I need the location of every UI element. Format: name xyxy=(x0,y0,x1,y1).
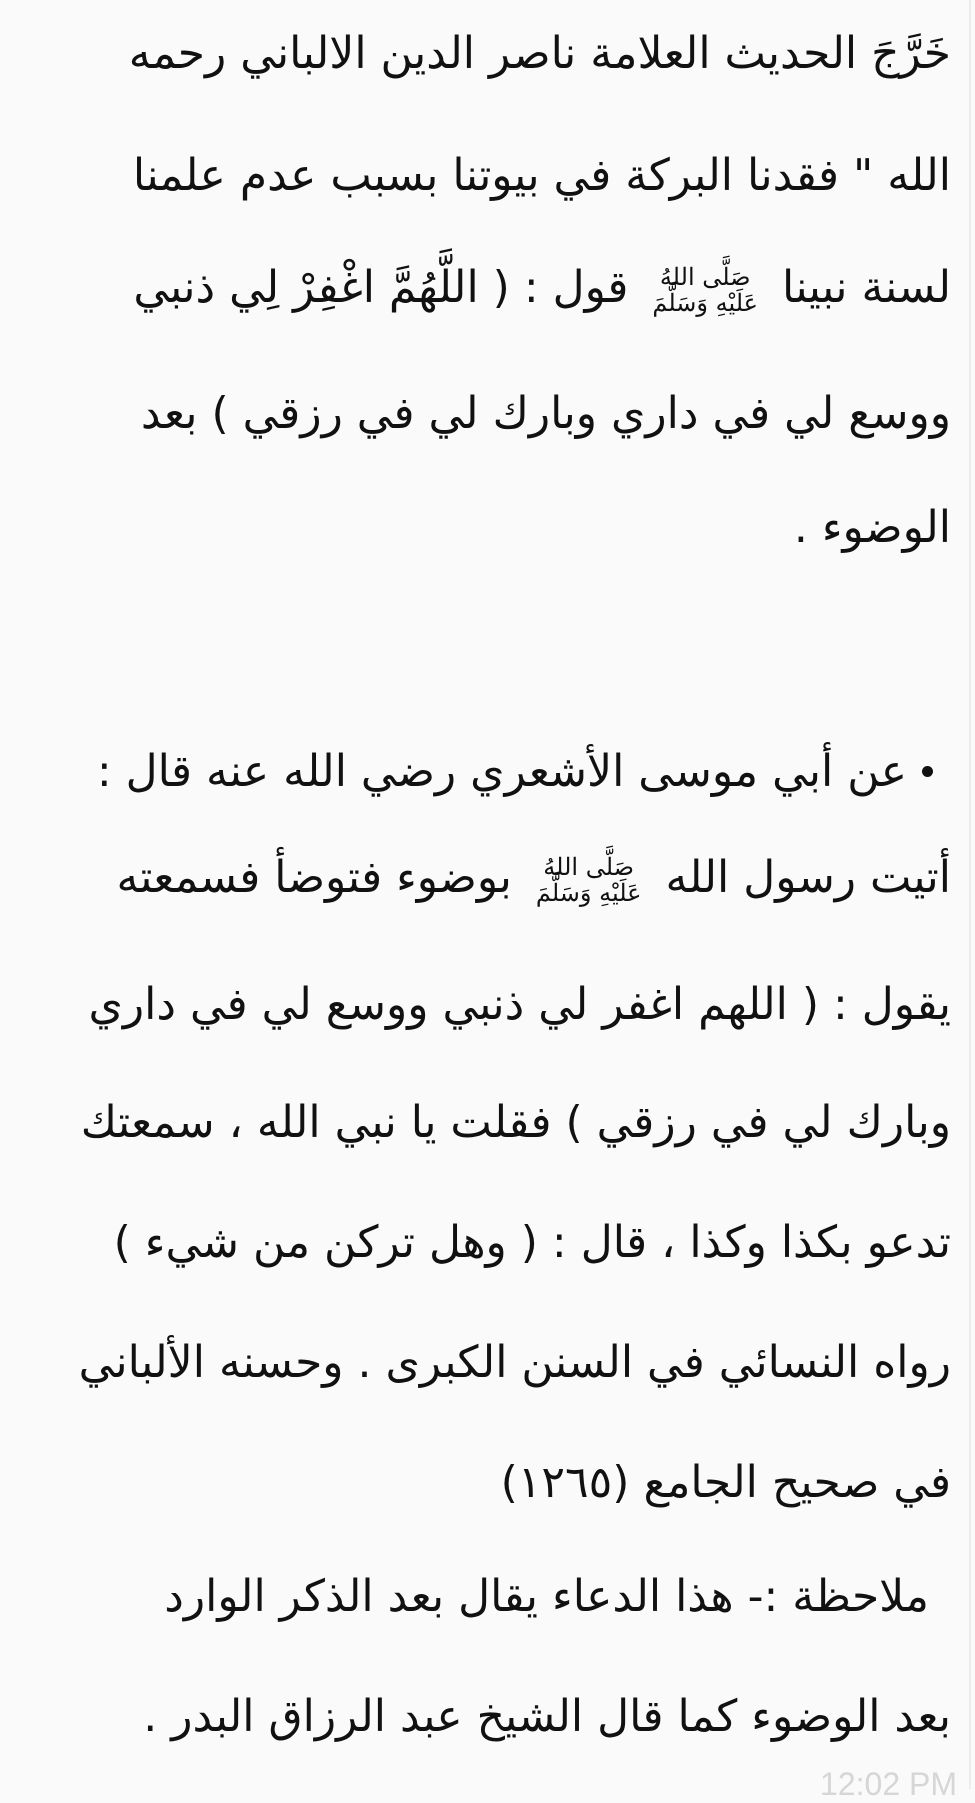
page-edge-divider xyxy=(969,0,971,1789)
text-fragment: بوضوء فتوضأ فسمعته xyxy=(116,852,512,903)
text-line: تدعو بكذا وكذا ، قال : ( وهل تركن من شيء ) xyxy=(113,1217,951,1268)
seal-bottom-text: عَلَيْهِ وَسَلَّمَ xyxy=(652,289,758,317)
text-line: خَرَّجَ الحديث العلامة ناصر الدين الالباني رحمه xyxy=(128,28,951,79)
note-line: بعد الوضوء كما قال الشيخ عبد الرزاق البدر . xyxy=(143,1691,951,1742)
text-line-with-seal xyxy=(14,258,951,318)
text-fragment: أتيت رسول الله xyxy=(665,852,951,903)
text-fragment: لسنة نبينا xyxy=(782,262,951,313)
text-line: عن أبي موسى الأشعري رضي الله عنه قال : xyxy=(96,746,907,797)
note-line: ملاحظة :- هذا الدعاء يقال بعد الذكر الوارد xyxy=(164,1571,929,1622)
seal-bottom-text: عَلَيْهِ وَسَلَّمَ xyxy=(535,879,642,907)
seal-top-text: صَلَّى اللهُ xyxy=(659,263,751,291)
text-line: في صحيح الجامع (١٢٦٥) xyxy=(500,1457,951,1508)
message-timestamp: 12:02 PM xyxy=(820,1766,957,1802)
text-line: يقول : ( اللهم اغفر لي ذنبي ووسع لي في داري xyxy=(88,979,951,1030)
text-line: رواه النسائي في السنن الكبرى . وحسنه الألباني xyxy=(78,1337,951,1388)
salawat-seal xyxy=(536,854,642,906)
salawat-seal xyxy=(652,264,758,316)
text-fragment: قول : ( اللَّهُمَّ اغْفِرْ لِي ذنبي xyxy=(133,262,629,313)
seal-top-text: صَلَّى اللهُ xyxy=(543,853,635,881)
text-line: وبارك لي في رزقي ) فقلت يا نبي الله ، سمعتك xyxy=(80,1097,951,1148)
text-line: ووسع لي في داري وبارك لي في رزقي ) بعد xyxy=(140,388,951,439)
text-line: الله " فقدنا البركة في بيوتنا بسبب عدم علمنا xyxy=(132,150,951,201)
bullet-point-icon xyxy=(922,766,933,777)
text-line-with-seal xyxy=(14,848,951,908)
text-line: الوضوء . xyxy=(793,502,951,553)
